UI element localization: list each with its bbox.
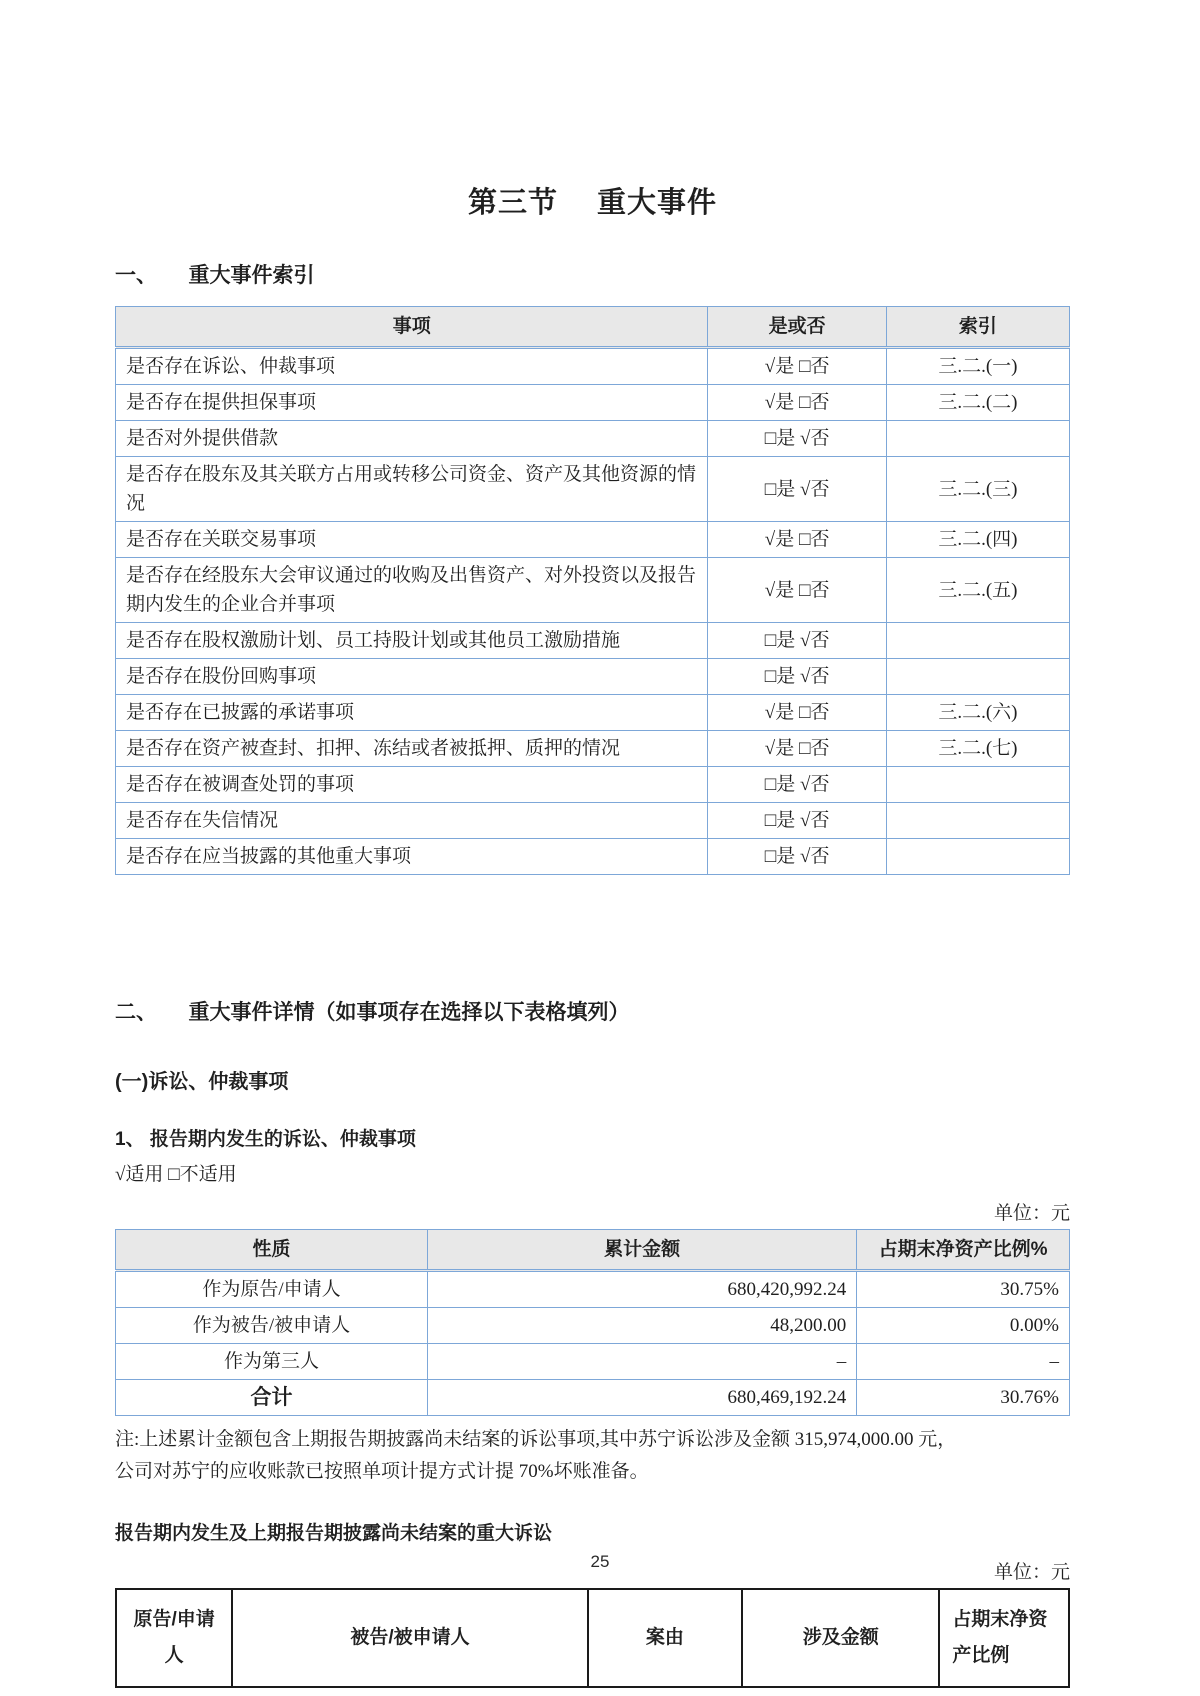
unit-label-2: 单位：元 [993,1562,1070,1583]
index-table-row [116,457,1070,522]
index-table-choice-cell: □是 √否 [708,421,886,457]
summary-table-nature-cell: 作为被告/被申请人 [116,1308,428,1344]
summary-table-nature-cell: 合计 [116,1380,428,1416]
index-table-choice-cell: □是 √否 [708,623,886,659]
index-table-row [116,385,1070,421]
index-table-index-cell [886,767,1069,803]
major-events-index-table [115,306,1070,875]
summary-table-header-amount: 累计金额 [427,1230,856,1271]
index-table-item-cell: 是否存在被调查处罚的事项 [116,767,708,803]
index-table-index-cell [886,659,1069,695]
summary-table-amount-cell: 680,469,192.24 [427,1380,856,1416]
summary-table-body [116,1271,1070,1416]
lawsuit-table-header-cause: 案由 [588,1589,742,1687]
unit-label-1: 单位：元 [993,1203,1070,1224]
note-line-2: 公司对苏宁的应收账款已按照单项计提方式计提 70%坏账准备。 [115,1461,649,1482]
major-lawsuit-table [115,1588,1070,1688]
index-table-choice-cell: √是 □否 [708,522,886,558]
summary-table-header-row [116,1230,1070,1271]
index-table-item-cell: 是否存在关联交易事项 [116,522,708,558]
lawsuit-table-header-amount: 涉及金额 [742,1589,939,1687]
index-table-choice-cell: √是 □否 [708,695,886,731]
major-lawsuit-heading: 报告期内发生及上期报告期披露尚未结案的重大诉讼 [115,1523,553,1544]
index-table-header-index: 索引 [886,307,1069,348]
index-table-index-cell [886,839,1069,875]
index-table-index-cell: 三.二.(三) [886,457,1069,522]
index-table-index-cell [886,623,1069,659]
index-table-index-cell [886,803,1069,839]
index-table-item-cell: 是否存在股权激励计划、员工持股计划或其他员工激励措施 [116,623,708,659]
summary-table-row [116,1380,1070,1416]
page-content [115,0,1070,1688]
index-table-index-cell: 三.二.(四) [886,522,1069,558]
summary-table-amount-cell: 680,420,992.24 [427,1271,856,1308]
summary-table-ratio-cell: 30.76% [857,1380,1070,1416]
index-table-index-cell: 三.二.(二) [886,385,1069,421]
index-table-item-cell: 是否存在应当披露的其他重大事项 [116,839,708,875]
summary-table-header-nature: 性质 [116,1230,428,1271]
lawsuit-summary-table [115,1229,1070,1416]
index-table-row [116,522,1070,558]
summary-table-amount-cell: 48,200.00 [427,1308,856,1344]
index-table-item-cell: 是否存在失信情况 [116,803,708,839]
index-table-item-cell: 是否存在提供担保事项 [116,385,708,421]
index-table-index-cell: 三.二.(六) [886,695,1069,731]
index-table-item-cell: 是否存在经股东大会审议通过的收购及出售资产、对外投资以及报告期内发生的企业合并事项 [116,558,708,623]
index-table-body [116,348,1070,875]
index-table-choice-cell: √是 □否 [708,348,886,385]
index-table-item-cell: 是否存在股东及其关联方占用或转移公司资金、资产及其他资源的情况 [116,457,708,522]
summary-table-ratio-cell: 0.00% [857,1308,1070,1344]
subsection1-heading: (一)诉讼、仲裁事项 [115,1071,289,1093]
index-table-choice-cell: □是 √否 [708,767,886,803]
summary-table-row [116,1344,1070,1380]
page-title: 第三节 重大事件 [467,187,718,219]
lawsuit-table-header-defendant: 被告/被申请人 [232,1589,587,1687]
note-line-1: 注:上述累计金额包含上期报告期披露尚未结案的诉讼事项,其中苏宁诉讼涉及金额 315,974,000.00 元， [115,1429,957,1450]
index-table-row [116,803,1070,839]
index-table-item-cell: 是否存在诉讼、仲裁事项 [116,348,708,385]
index-table-choice-cell: □是 √否 [708,839,886,875]
index-table-index-cell: 三.二.(五) [886,558,1069,623]
index-table-row [116,558,1070,623]
index-table-choice-cell: □是 √否 [708,803,886,839]
index-table-choice-cell: □是 √否 [708,457,886,522]
index-table-item-cell: 是否对外提供借款 [116,421,708,457]
index-table-header-item: 事项 [116,307,708,348]
index-table-row [116,695,1070,731]
index-table-choice-cell: √是 □否 [708,558,886,623]
index-table-header-yesno: 是或否 [708,307,886,348]
index-table-item-cell: 是否存在已披露的承诺事项 [116,695,708,731]
page-number: 25 [590,1552,610,1571]
section2-heading: 二、 重大事件详情（如事项存在选择以下表格填列） [115,1001,630,1024]
index-table-row [116,623,1070,659]
index-table-row [116,348,1070,385]
index-table-item-cell: 是否存在股份回购事项 [116,659,708,695]
summary-table-nature-cell: 作为原告/申请人 [116,1271,428,1308]
index-table-item-cell: 是否存在资产被查封、扣押、冻结或者被抵押、质押的情况 [116,731,708,767]
summary-table-amount-cell: – [427,1344,856,1380]
summary-table-ratio-cell: – [857,1344,1070,1380]
summary-table-row [116,1271,1070,1308]
index-table-row [116,839,1070,875]
index-table-choice-cell: √是 □否 [708,385,886,421]
index-table-choice-cell: □是 √否 [708,659,886,695]
item1-heading: 1、 报告期内发生的诉讼、仲裁事项 [115,1129,416,1150]
index-table-row [116,421,1070,457]
lawsuit-table-header-row [116,1589,1069,1687]
summary-table-ratio-cell: 30.75% [857,1271,1070,1308]
index-table-choice-cell: √是 □否 [708,731,886,767]
table-note [115,1424,1070,1488]
index-table-row [116,659,1070,695]
index-table-row [116,731,1070,767]
section1-heading: 一、 重大事件索引 [115,264,315,287]
index-table-index-cell [886,421,1069,457]
index-table-index-cell: 三.二.(一) [886,348,1069,385]
applicability-line: √适用 □不适用 [115,1164,237,1185]
summary-table-nature-cell: 作为第三人 [116,1344,428,1380]
index-table-row [116,767,1070,803]
index-table-index-cell: 三.二.(七) [886,731,1069,767]
summary-table-header-ratio: 占期末净资产比例% [857,1230,1070,1271]
index-table-header-row [116,307,1070,348]
lawsuit-table-header-ratio: 占期末净资产比例 [939,1589,1069,1687]
lawsuit-table-header-plaintiff: 原告/申请人 [116,1589,232,1687]
summary-table-row [116,1308,1070,1344]
